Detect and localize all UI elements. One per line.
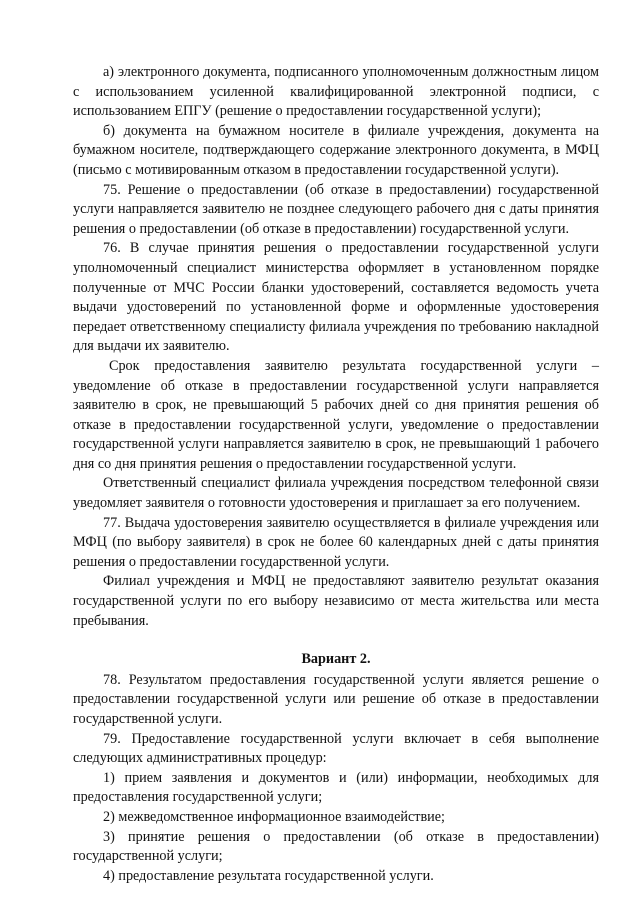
paragraph-75: 75. Решение о предоставлении (об отказе в предоставлении) государственной услуги направляется заявителю не позднее следующего рабочего дня с даты принятия решения о предоставлении (об отказе в предоставлении) государственной услуги.	[73, 181, 599, 237]
paragraph-item-b: б) документа на бумажном носителе в филиале учреждения, документа на бумажном носителе, подтверждающего содержание электронного документа, в МФЦ (письмо с мотивированным отказом в предоставлении государственной услуги).	[73, 122, 599, 178]
document-page	[73, 63, 599, 886]
paragraph-76: 76. В случае принятия решения о предоставлении государственной услуги уполномоченный специалист министерства оформляет в установленном порядке полученные от МЧС России бланки удостоверений, составляется ведомость учета выдачи удостоверений по установленной форме и оформленные удостоверения передает ответственному специалисту филиала учреждения по требованию накладной для выдачи их заявителю.	[73, 240, 599, 355]
procedure-item-4: 4) предоставление результата государственной услуги.	[103, 867, 434, 884]
paragraph-77: 77. Выдача удостоверения заявителю осуществляется в филиале учреждения или МФЦ (по выбору заявителя) в срок не более 60 календарных дней с даты принятия решения о предоставлении государственной услуги.	[73, 514, 599, 570]
section-heading-variant-2: Вариант 2.	[301, 651, 371, 668]
paragraph-78: 78. Результатом предоставления государственной услуги является решение о предоставлении государственной услуги или решение об отказе в предоставлении государственной услуги.	[73, 671, 599, 727]
paragraph-deadline: Срок предоставления заявителю результата государственной услуги – уведомление об отказе в предоставлении государственной услуги направляется заявителю в срок, не превышающий 5 рабочих дней со дня принятия решения об отказе в предоставлении государственной услуги, уведомление о предоставлении государственной услуги направляется заявителю в срок, не превышающий 1 рабочего дня со дня принятия решения о предоставлении государственной услуги.	[73, 357, 599, 472]
paragraph-branch-mfc: Филиал учреждения и МФЦ не предоставляют заявителю результат оказания государственной услуги по его выбору независимо от места жительства или места пребывания.	[73, 573, 599, 629]
procedure-item-3: 3) принятие решения о предоставлении (об отказе в предоставлении) государственной услуги;	[73, 828, 599, 865]
procedure-item-2: 2) межведомственное информационное взаимодействие;	[103, 808, 445, 825]
paragraph-item-a: а) электронного документа, подписанного уполномоченным должностным лицом с использованием усиленной квалифицированной электронной подписи, с использованием ЕПГУ (решение о предоставлении государственной услуги);	[73, 64, 599, 120]
procedure-item-1: 1) прием заявления и документов и (или) информации, необходимых для предоставления государственной услуги;	[73, 769, 599, 806]
paragraph-79: 79. Предоставление государственной услуги включает в себя выполнение следующих административных процедур:	[73, 730, 599, 767]
paragraph-phone-notice: Ответственный специалист филиала учреждения посредством телефонной связи уведомляет заявителя о готовности удостоверения и приглашает за его получением.	[73, 475, 599, 512]
